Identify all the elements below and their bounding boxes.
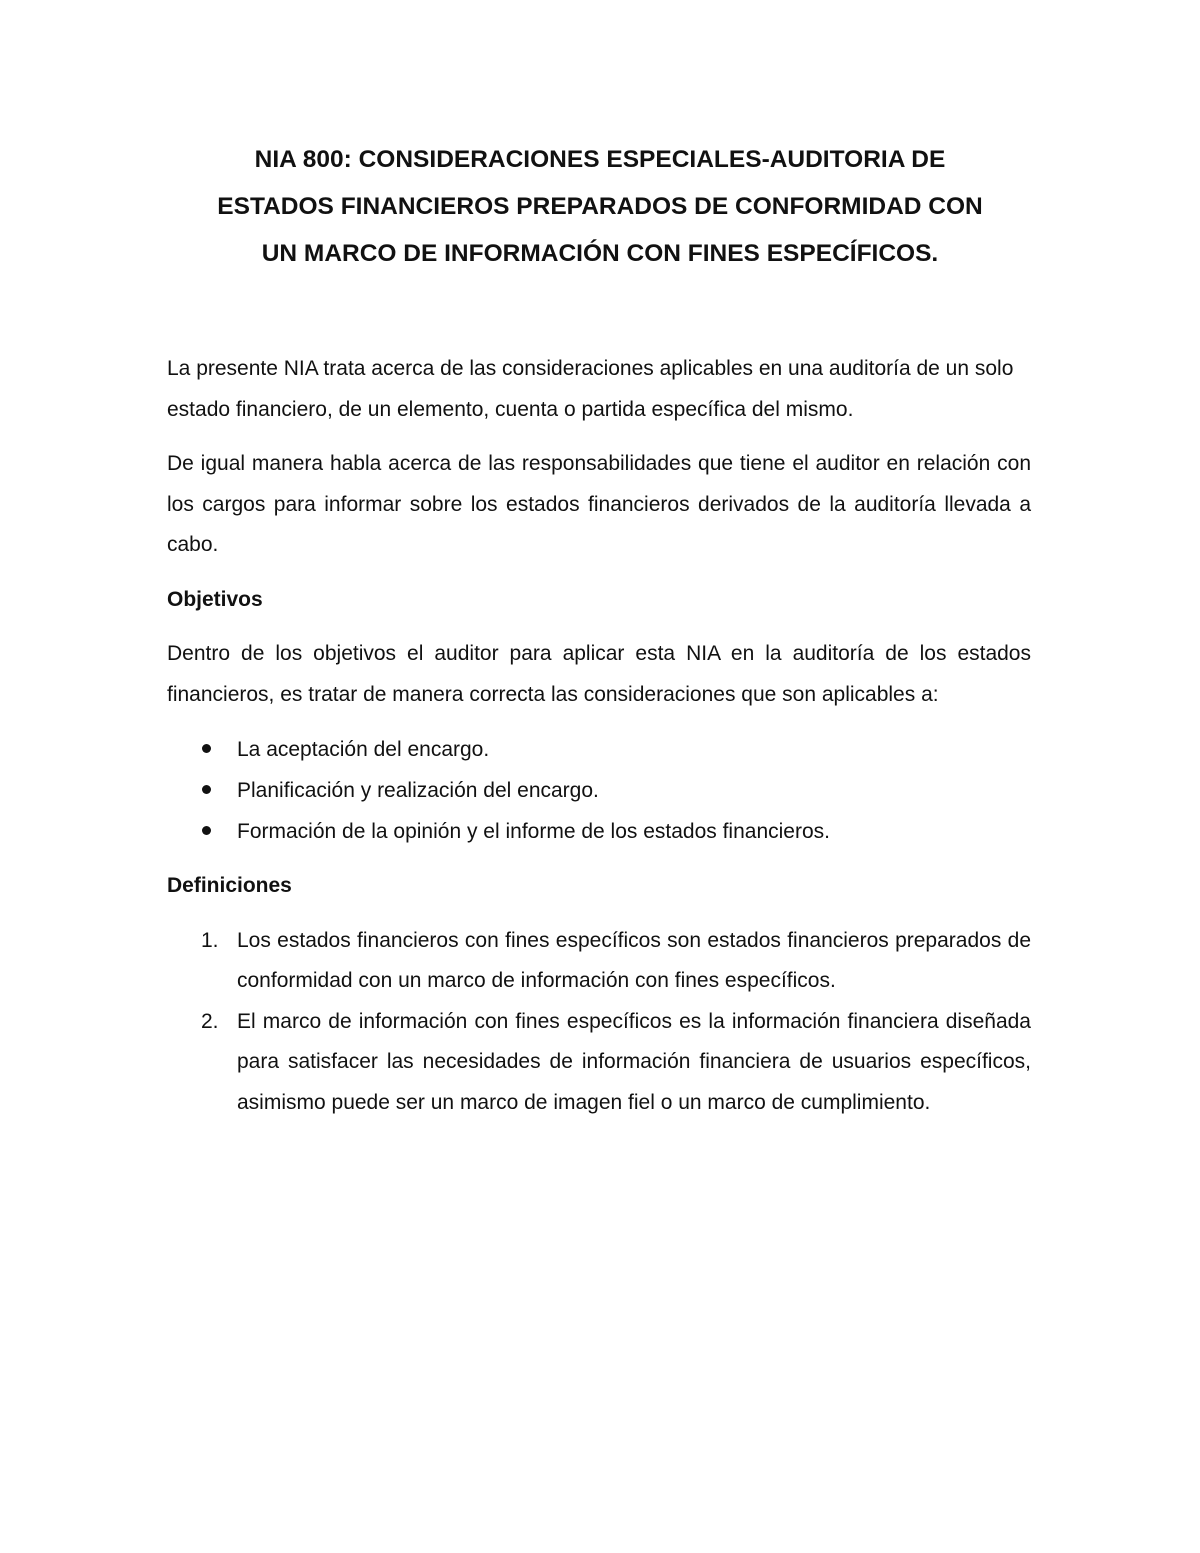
document-body bbox=[167, 349, 1031, 1123]
list-item bbox=[167, 729, 1031, 770]
title-line-1: NIA 800: CONSIDERACIONES ESPECIALES-AUDITORIA DE bbox=[254, 146, 946, 173]
list-item-text: Los estados financieros con fines específicos son estados financieros preparados de conformidad con un marco de información con fines específicos. bbox=[237, 928, 1031, 992]
list-item bbox=[167, 1002, 1031, 1124]
list-item bbox=[167, 811, 1031, 852]
list-item bbox=[167, 770, 1031, 811]
objetivos-heading: Objetivos bbox=[167, 587, 263, 611]
objetivos-paragraph: Dentro de los objetivos el auditor para aplicar esta NIA en la auditoría de los estados financieros, es tratar de manera correcta las consideraciones que son aplicables a: bbox=[167, 642, 1031, 706]
list-item-text: El marco de información con fines específicos es la información financiera diseñada para satisfacer las necesidades de información financiera de usuarios específicos, asimismo puede ser un marco de imagen fiel o un marco de cumplimiento. bbox=[237, 1009, 1031, 1114]
document-title bbox=[150, 136, 1050, 277]
list-item-text: Planificación y realización del encargo. bbox=[237, 779, 599, 802]
definiciones-heading: Definiciones bbox=[167, 874, 292, 897]
intro-paragraph-2: De igual manera habla acerca de las responsabilidades que tiene el auditor en relación con los cargos para informar sobre los estados financieros derivados de la auditoría llevada a cabo. bbox=[167, 452, 1031, 556]
intro-paragraph-1: La presente NIA trata acerca de las consideraciones aplicables en una auditoría de un solo estado financiero, de un elemento, cuenta o partida específica del mismo. bbox=[167, 357, 1014, 421]
list-item-number: 2. bbox=[201, 1009, 219, 1033]
title-line-2: ESTADOS FINANCIEROS PREPARADOS DE CONFORMIDAD CON bbox=[217, 193, 983, 220]
bullet-icon bbox=[202, 826, 211, 835]
list-item-number: 1. bbox=[201, 928, 219, 952]
bullet-icon bbox=[202, 744, 211, 753]
list-item-text: Formación de la opinión y el informe de los estados financieros. bbox=[237, 820, 830, 843]
title-line-3: UN MARCO DE INFORMACIÓN CON FINES ESPECÍFICOS. bbox=[261, 240, 939, 267]
list-item bbox=[167, 921, 1031, 1002]
bullet-icon bbox=[202, 785, 211, 794]
list-item-text: La aceptación del encargo. bbox=[237, 738, 490, 761]
objetivos-list bbox=[167, 729, 1031, 852]
definiciones-list bbox=[167, 921, 1031, 1124]
